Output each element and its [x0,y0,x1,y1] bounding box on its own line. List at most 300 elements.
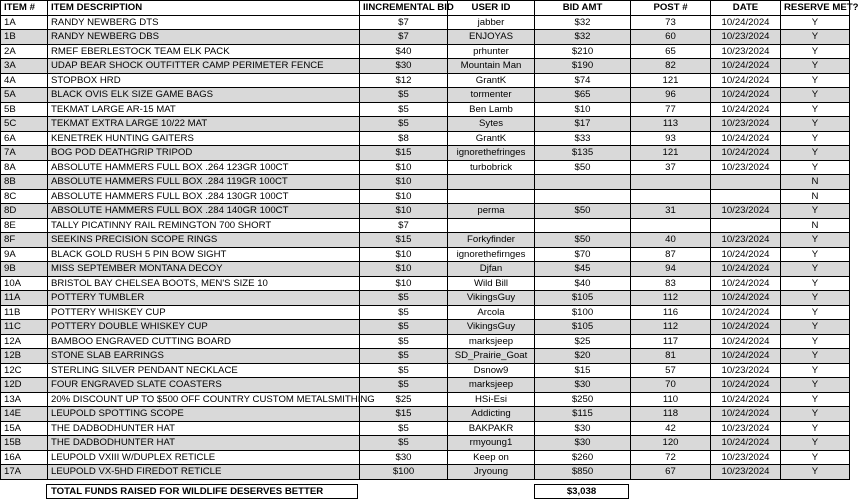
cell-date: 10/24/2024 [711,102,781,117]
cell-item-description: LEUPOLD VXIII W/DUPLEX RETICLE [48,450,360,465]
cell-item-number: 10A [1,276,48,291]
cell-incremental-bid: $5 [360,291,448,306]
cell-bid-amount [535,175,631,190]
table-row [1,436,850,451]
cell-user-id: Djfan [448,262,535,277]
cell-date: 10/23/2024 [711,450,781,465]
cell-reserve-met: Y [781,392,850,407]
cell-date: 10/24/2024 [711,276,781,291]
table-row [1,450,850,465]
cell-reserve-met: Y [781,131,850,146]
cell-post-number: 73 [631,15,711,30]
table-row [1,175,850,190]
cell-item-number: 12A [1,334,48,349]
cell-item-description: SEEKINS PRECISION SCOPE RINGS [48,233,360,248]
cell-reserve-met: Y [781,450,850,465]
cell-item-number: 12C [1,363,48,378]
table-row [1,334,850,349]
cell-date [711,189,781,204]
cell-incremental-bid: $12 [360,73,448,88]
cell-user-id: marksjeep [448,334,535,349]
cell-item-number: 8F [1,233,48,248]
cell-user-id: BAKPAKR [448,421,535,436]
cell-date: 10/23/2024 [711,465,781,480]
cell-bid-amount [535,218,631,233]
cell-post-number: 116 [631,305,711,320]
cell-post-number: 57 [631,363,711,378]
cell-item-number: 9B [1,262,48,277]
cell-reserve-met: Y [781,320,850,335]
cell-item-number: 15B [1,436,48,451]
cell-item-number: 11C [1,320,48,335]
cell-user-id: jabber [448,15,535,30]
cell-bid-amount: $105 [535,320,631,335]
cell-item-number: 7A [1,146,48,161]
cell-reserve-met: Y [781,44,850,59]
cell-user-id: GrantK [448,131,535,146]
header-post-number: POST # [631,1,711,16]
cell-item-number: 8A [1,160,48,175]
cell-incremental-bid: $5 [360,334,448,349]
total-funds-value: $3,038 [534,484,629,499]
cell-post-number: 113 [631,117,711,132]
cell-bid-amount: $65 [535,88,631,103]
cell-post-number: 112 [631,320,711,335]
table-row [1,146,850,161]
cell-reserve-met: Y [781,262,850,277]
cell-user-id: Mountain Man [448,59,535,74]
cell-incremental-bid: $10 [360,189,448,204]
table-row [1,160,850,175]
cell-bid-amount: $50 [535,160,631,175]
cell-reserve-met: Y [781,160,850,175]
table-row [1,276,850,291]
cell-reserve-met: Y [781,407,850,422]
cell-reserve-met: Y [781,305,850,320]
cell-incremental-bid: $5 [360,88,448,103]
cell-post-number: 93 [631,131,711,146]
cell-post-number: 87 [631,247,711,262]
cell-post-number: 94 [631,262,711,277]
cell-incremental-bid: $10 [360,204,448,219]
cell-bid-amount: $30 [535,378,631,393]
cell-post-number [631,175,711,190]
table-row [1,189,850,204]
table-body [1,15,850,479]
cell-item-description: ABSOLUTE HAMMERS FULL BOX .264 123GR 100CT [48,160,360,175]
cell-date: 10/24/2024 [711,73,781,88]
cell-bid-amount: $115 [535,407,631,422]
cell-post-number: 112 [631,291,711,306]
cell-item-number: 12D [1,378,48,393]
cell-item-number: 15A [1,421,48,436]
cell-user-id [448,218,535,233]
cell-bid-amount: $210 [535,44,631,59]
table-row [1,204,850,219]
cell-item-description: ABSOLUTE HAMMERS FULL BOX .284 119GR 100CT [48,175,360,190]
cell-user-id [448,175,535,190]
cell-user-id: Ben Lamb [448,102,535,117]
cell-post-number: 67 [631,465,711,480]
cell-reserve-met: Y [781,378,850,393]
cell-item-description: LEUPOLD VX-5HD FIREDOT RETICLE [48,465,360,480]
cell-reserve-met: Y [781,73,850,88]
cell-incremental-bid: $8 [360,131,448,146]
table-row [1,349,850,364]
table-row [1,247,850,262]
cell-reserve-met: Y [781,15,850,30]
cell-item-description: TALLY PICATINNY RAIL REMINGTON 700 SHORT [48,218,360,233]
cell-item-description: STOPBOX HRD [48,73,360,88]
cell-reserve-met: Y [781,276,850,291]
cell-item-number: 8C [1,189,48,204]
cell-date: 10/24/2024 [711,392,781,407]
cell-user-id: Sytes [448,117,535,132]
cell-post-number: 120 [631,436,711,451]
cell-item-description: BRISTOL BAY CHELSEA BOOTS, MEN'S SIZE 10 [48,276,360,291]
cell-item-description: BLACK OVIS ELK SIZE GAME BAGS [48,88,360,103]
cell-reserve-met: N [781,189,850,204]
cell-bid-amount: $100 [535,305,631,320]
table-row [1,392,850,407]
cell-user-id [448,189,535,204]
table-row [1,59,850,74]
cell-incremental-bid: $5 [360,363,448,378]
cell-date: 10/24/2024 [711,59,781,74]
table-row [1,102,850,117]
cell-bid-amount: $32 [535,15,631,30]
cell-incremental-bid: $30 [360,450,448,465]
cell-item-number: 8D [1,204,48,219]
cell-item-description: BAMBOO ENGRAVED CUTTING BOARD [48,334,360,349]
cell-user-id: ignorethefirnges [448,247,535,262]
table-row [1,305,850,320]
cell-item-description: THE DADBODHUNTER HAT [48,436,360,451]
cell-post-number: 37 [631,160,711,175]
cell-item-number: 5B [1,102,48,117]
cell-reserve-met: Y [781,233,850,248]
cell-incremental-bid: $5 [360,117,448,132]
cell-date: 10/23/2024 [711,117,781,132]
cell-user-id: Dsnow9 [448,363,535,378]
cell-post-number: 60 [631,30,711,45]
cell-item-number: 13A [1,392,48,407]
cell-date: 10/24/2024 [711,320,781,335]
cell-bid-amount: $30 [535,436,631,451]
cell-post-number: 31 [631,204,711,219]
cell-item-description: LEUPOLD SPOTTING SCOPE [48,407,360,422]
cell-date: 10/24/2024 [711,407,781,422]
cell-user-id: turbobrick [448,160,535,175]
table-row [1,218,850,233]
cell-post-number: 118 [631,407,711,422]
table-row [1,73,850,88]
cell-post-number: 65 [631,44,711,59]
cell-incremental-bid: $5 [360,102,448,117]
cell-reserve-met: Y [781,334,850,349]
table-row [1,262,850,277]
cell-item-number: 17A [1,465,48,480]
header-row [1,1,850,16]
table-row [1,233,850,248]
cell-item-number: 16A [1,450,48,465]
cell-item-number: 3A [1,59,48,74]
cell-user-id: VikingsGuy [448,291,535,306]
cell-bid-amount: $74 [535,73,631,88]
cell-item-number: 1A [1,15,48,30]
cell-reserve-met: Y [781,204,850,219]
header-bid-amount: BID AMT [535,1,631,16]
cell-reserve-met: N [781,218,850,233]
cell-incremental-bid: $10 [360,160,448,175]
cell-user-id: SD_Prairie_Goat [448,349,535,364]
cell-reserve-met: Y [781,349,850,364]
table-row [1,30,850,45]
cell-item-number: 8B [1,175,48,190]
cell-item-number: 8E [1,218,48,233]
cell-item-description: RANDY NEWBERG DTS [48,15,360,30]
total-funds-label: TOTAL FUNDS RAISED FOR WILDLIFE DESERVES BETTER [46,484,358,499]
cell-item-number: 1B [1,30,48,45]
cell-bid-amount: $850 [535,465,631,480]
header-item-description: ITEM DESCRIPTION [48,1,360,16]
cell-item-description: KENETREK HUNTING GAITERS [48,131,360,146]
cell-user-id: VikingsGuy [448,320,535,335]
cell-user-id: marksjeep [448,378,535,393]
cell-post-number: 110 [631,392,711,407]
cell-reserve-met: Y [781,436,850,451]
cell-item-number: 5A [1,88,48,103]
cell-incremental-bid: $30 [360,59,448,74]
cell-date [711,175,781,190]
cell-item-number: 11A [1,291,48,306]
cell-user-id: Keep on [448,450,535,465]
cell-user-id: Jryoung [448,465,535,480]
cell-item-description: POTTERY DOUBLE WHISKEY CUP [48,320,360,335]
cell-bid-amount: $40 [535,276,631,291]
header-date: DATE [711,1,781,16]
cell-post-number: 72 [631,450,711,465]
cell-bid-amount: $250 [535,392,631,407]
cell-incremental-bid: $25 [360,392,448,407]
cell-incremental-bid: $10 [360,276,448,291]
cell-item-description: BOG POD DEATHGRIP TRIPOD [48,146,360,161]
cell-item-number: 4A [1,73,48,88]
cell-item-number: 9A [1,247,48,262]
table-row [1,88,850,103]
table-row [1,378,850,393]
cell-bid-amount [535,189,631,204]
cell-bid-amount: $45 [535,262,631,277]
header-item-number: ITEM # [1,1,48,16]
cell-date: 10/24/2024 [711,291,781,306]
cell-incremental-bid: $7 [360,218,448,233]
cell-item-description: STONE SLAB EARRINGS [48,349,360,364]
cell-user-id: perma [448,204,535,219]
cell-incremental-bid: $10 [360,262,448,277]
cell-bid-amount: $260 [535,450,631,465]
cell-incremental-bid: $5 [360,421,448,436]
cell-item-number: 5C [1,117,48,132]
cell-post-number: 77 [631,102,711,117]
cell-bid-amount: $25 [535,334,631,349]
cell-incremental-bid: $5 [360,436,448,451]
cell-date: 10/23/2024 [711,204,781,219]
cell-user-id: Arcola [448,305,535,320]
cell-item-description: RANDY NEWBERG DBS [48,30,360,45]
cell-reserve-met: Y [781,465,850,480]
table-row [1,421,850,436]
cell-item-number: 6A [1,131,48,146]
cell-user-id: tormenter [448,88,535,103]
cell-item-description: TEKMAT LARGE AR-15 MAT [48,102,360,117]
table-row [1,117,850,132]
cell-date: 10/23/2024 [711,421,781,436]
cell-incremental-bid: $5 [360,349,448,364]
cell-item-description: MISS SEPTEMBER MONTANA DECOY [48,262,360,277]
cell-item-number: 12B [1,349,48,364]
cell-bid-amount: $50 [535,233,631,248]
cell-reserve-met: Y [781,421,850,436]
cell-user-id: HSi-Esi [448,392,535,407]
cell-date: 10/24/2024 [711,305,781,320]
table-row [1,465,850,480]
cell-post-number: 83 [631,276,711,291]
table-row [1,291,850,306]
cell-date: 10/23/2024 [711,363,781,378]
cell-bid-amount: $10 [535,102,631,117]
cell-date: 10/24/2024 [711,262,781,277]
cell-incremental-bid: $15 [360,233,448,248]
cell-reserve-met: N [781,175,850,190]
cell-incremental-bid: $5 [360,320,448,335]
cell-incremental-bid: $10 [360,175,448,190]
cell-reserve-met: Y [781,117,850,132]
cell-item-description: ABSOLUTE HAMMERS FULL BOX .284 140GR 100CT [48,204,360,219]
cell-bid-amount: $33 [535,131,631,146]
cell-reserve-met: Y [781,59,850,74]
cell-reserve-met: Y [781,247,850,262]
cell-item-description: UDAP BEAR SHOCK OUTFITTER CAMP PERIMETER FENCE [48,59,360,74]
cell-date: 10/24/2024 [711,247,781,262]
cell-item-description: POTTERY TUMBLER [48,291,360,306]
cell-date: 10/23/2024 [711,233,781,248]
cell-post-number [631,218,711,233]
cell-post-number: 40 [631,233,711,248]
cell-user-id: rmyoung1 [448,436,535,451]
cell-item-description: POTTERY WHISKEY CUP [48,305,360,320]
cell-item-number: 2A [1,44,48,59]
cell-post-number: 81 [631,349,711,364]
cell-incremental-bid: $7 [360,30,448,45]
table-row [1,131,850,146]
table-row [1,44,850,59]
cell-bid-amount: $15 [535,363,631,378]
cell-user-id: ignorethefringes [448,146,535,161]
cell-user-id: Wild Bill [448,276,535,291]
cell-bid-amount: $70 [535,247,631,262]
cell-date [711,218,781,233]
header-user-id: USER ID [448,1,535,16]
cell-incremental-bid: $5 [360,378,448,393]
cell-reserve-met: Y [781,30,850,45]
cell-bid-amount: $30 [535,421,631,436]
cell-date: 10/24/2024 [711,349,781,364]
cell-reserve-met: Y [781,146,850,161]
cell-user-id: Forkyfinder [448,233,535,248]
cell-bid-amount: $17 [535,117,631,132]
header-incremental-bid: IINCREMENTAL BID [360,1,448,16]
table-row [1,320,850,335]
cell-item-number: 14E [1,407,48,422]
cell-item-description: STERLING SILVER PENDANT NECKLACE [48,363,360,378]
cell-post-number [631,189,711,204]
cell-date: 10/24/2024 [711,334,781,349]
cell-incremental-bid: $5 [360,305,448,320]
cell-date: 10/23/2024 [711,44,781,59]
cell-user-id: GrantK [448,73,535,88]
cell-item-description: THE DADBODHUNTER HAT [48,421,360,436]
cell-bid-amount: $105 [535,291,631,306]
table-row [1,363,850,378]
cell-post-number: 42 [631,421,711,436]
cell-reserve-met: Y [781,88,850,103]
cell-user-id: Addicting [448,407,535,422]
header-reserve-met: RESERVE MET? [781,1,850,16]
cell-incremental-bid: $15 [360,146,448,161]
cell-date: 10/23/2024 [711,160,781,175]
cell-bid-amount: $190 [535,59,631,74]
cell-reserve-met: Y [781,102,850,117]
cell-post-number: 82 [631,59,711,74]
cell-post-number: 96 [631,88,711,103]
cell-date: 10/24/2024 [711,131,781,146]
cell-bid-amount: $32 [535,30,631,45]
cell-post-number: 121 [631,146,711,161]
cell-bid-amount: $135 [535,146,631,161]
cell-incremental-bid: $10 [360,247,448,262]
cell-item-description: FOUR ENGRAVED SLATE COASTERS [48,378,360,393]
cell-post-number: 70 [631,378,711,393]
cell-date: 10/24/2024 [711,88,781,103]
cell-item-description: 20% DISCOUNT UP TO $500 OFF COUNTRY CUSTOM METALSMITHING [48,392,360,407]
cell-incremental-bid: $100 [360,465,448,480]
cell-incremental-bid: $7 [360,15,448,30]
cell-post-number: 117 [631,334,711,349]
table-row [1,407,850,422]
cell-item-description: TEKMAT EXTRA LARGE 10/22 MAT [48,117,360,132]
cell-date: 10/24/2024 [711,15,781,30]
cell-reserve-met: Y [781,291,850,306]
cell-item-description: RMEF EBERLESTOCK TEAM ELK PACK [48,44,360,59]
cell-incremental-bid: $15 [360,407,448,422]
cell-date: 10/24/2024 [711,436,781,451]
cell-post-number: 121 [631,73,711,88]
cell-user-id: ENJOYAS [448,30,535,45]
cell-item-description: ABSOLUTE HAMMERS FULL BOX .284 130GR 100CT [48,189,360,204]
cell-user-id: prhunter [448,44,535,59]
cell-reserve-met: Y [781,363,850,378]
cell-bid-amount: $50 [535,204,631,219]
table-row [1,15,850,30]
cell-item-number: 11B [1,305,48,320]
cell-date: 10/24/2024 [711,378,781,393]
cell-item-description: BLACK GOLD RUSH 5 PIN BOW SIGHT [48,247,360,262]
cell-incremental-bid: $40 [360,44,448,59]
cell-date: 10/24/2024 [711,146,781,161]
cell-date: 10/23/2024 [711,30,781,45]
cell-bid-amount: $20 [535,349,631,364]
